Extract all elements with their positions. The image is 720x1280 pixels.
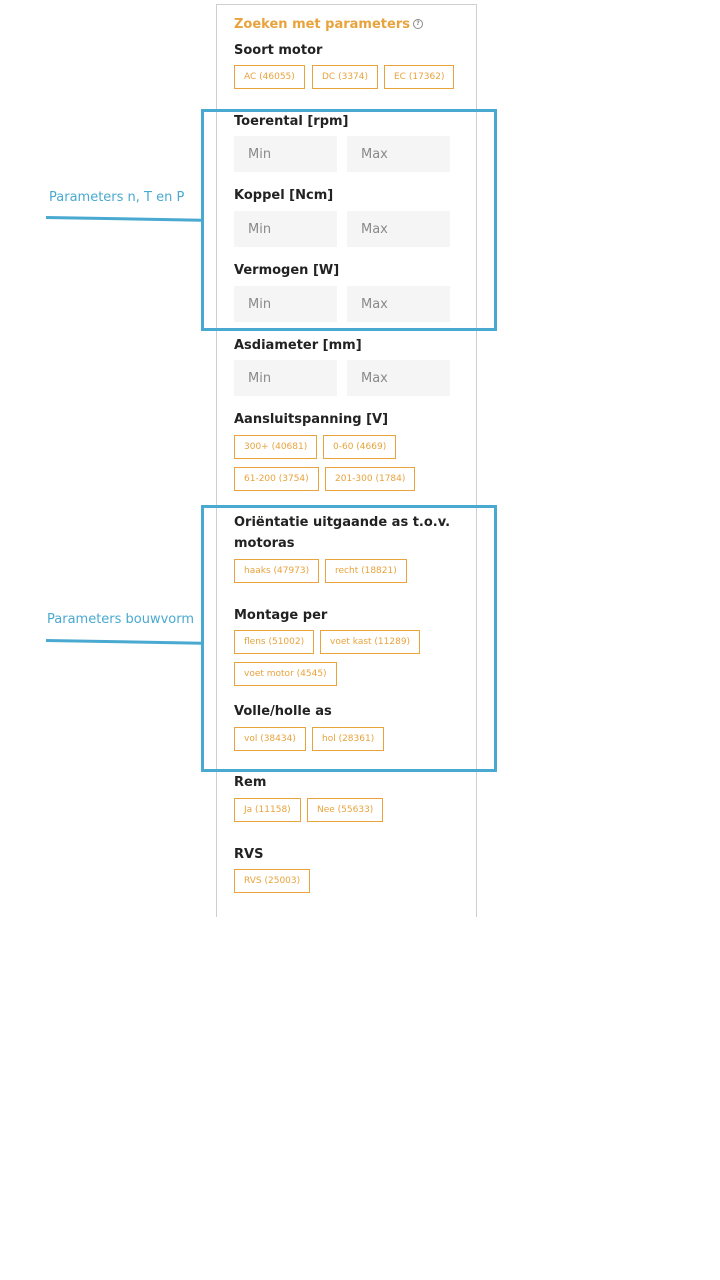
highlight-box-bouwvorm [201, 505, 497, 772]
annotation-label-bouwvorm: Parameters bouwvorm [47, 612, 195, 627]
annotation-label-ntp: Parameters n, T en P [49, 190, 185, 205]
filter-tag-rvs[interactable]: RVS (25003) [234, 869, 310, 893]
filter-tag-0-60[interactable]: 0-60 (4669) [323, 435, 396, 459]
panel-title-text: Zoeken met parameters [234, 17, 410, 32]
section-title-soort-motor: Soort motor [234, 43, 323, 58]
section-title-koppel: Koppel [Ncm] [234, 188, 334, 203]
annotation-line-ntp [46, 216, 202, 222]
asdiameter-min-input[interactable] [234, 360, 337, 396]
filter-tag-hol[interactable]: hol (28361) [312, 727, 384, 751]
filter-tag-201-300[interactable]: 201-300 (1784) [325, 467, 415, 491]
section-title-orientatie-line1: Oriëntatie uitgaande as t.o.v. [234, 515, 451, 530]
panel-title [234, 17, 423, 32]
section-title-montage: Montage per [234, 608, 328, 623]
filter-tag-voet-motor[interactable]: voet motor (4545) [234, 662, 337, 686]
filter-tag-haaks[interactable]: haaks (47973) [234, 559, 319, 583]
section-title-toerental: Toerental [rpm] [234, 114, 349, 129]
filter-tag-ac[interactable]: AC (46055) [234, 65, 305, 89]
filter-tag-rem-ja[interactable]: Ja (11158) [234, 798, 301, 822]
section-title-rvs: RVS [234, 847, 264, 862]
asdiameter-max-input[interactable] [347, 360, 450, 396]
section-title-volle-holle: Volle/holle as [234, 704, 332, 719]
section-title-orientatie-line2: motoras [234, 536, 295, 551]
section-title-rem: Rem [234, 775, 267, 790]
filter-tag-recht[interactable]: recht (18821) [325, 559, 407, 583]
filter-tag-flens[interactable]: flens (51002) [234, 630, 314, 654]
help-icon[interactable]: ? [413, 19, 423, 29]
section-title-vermogen: Vermogen [W] [234, 263, 340, 278]
filter-tag-dc[interactable]: DC (3374) [312, 65, 378, 89]
filter-tag-300plus[interactable]: 300+ (40681) [234, 435, 317, 459]
filter-tag-61-200[interactable]: 61-200 (3754) [234, 467, 319, 491]
section-title-asdiameter: Asdiameter [mm] [234, 338, 362, 353]
filter-tag-vol[interactable]: vol (38434) [234, 727, 306, 751]
filter-tag-ec[interactable]: EC (17362) [384, 65, 454, 89]
highlight-box-ntp [201, 109, 497, 331]
filter-tag-voet-kast[interactable]: voet kast (11289) [320, 630, 420, 654]
filter-tag-rem-nee[interactable]: Nee (55633) [307, 798, 383, 822]
annotation-line-bouwvorm [46, 639, 202, 645]
section-title-aansluitspanning: Aansluitspanning [V] [234, 412, 389, 427]
